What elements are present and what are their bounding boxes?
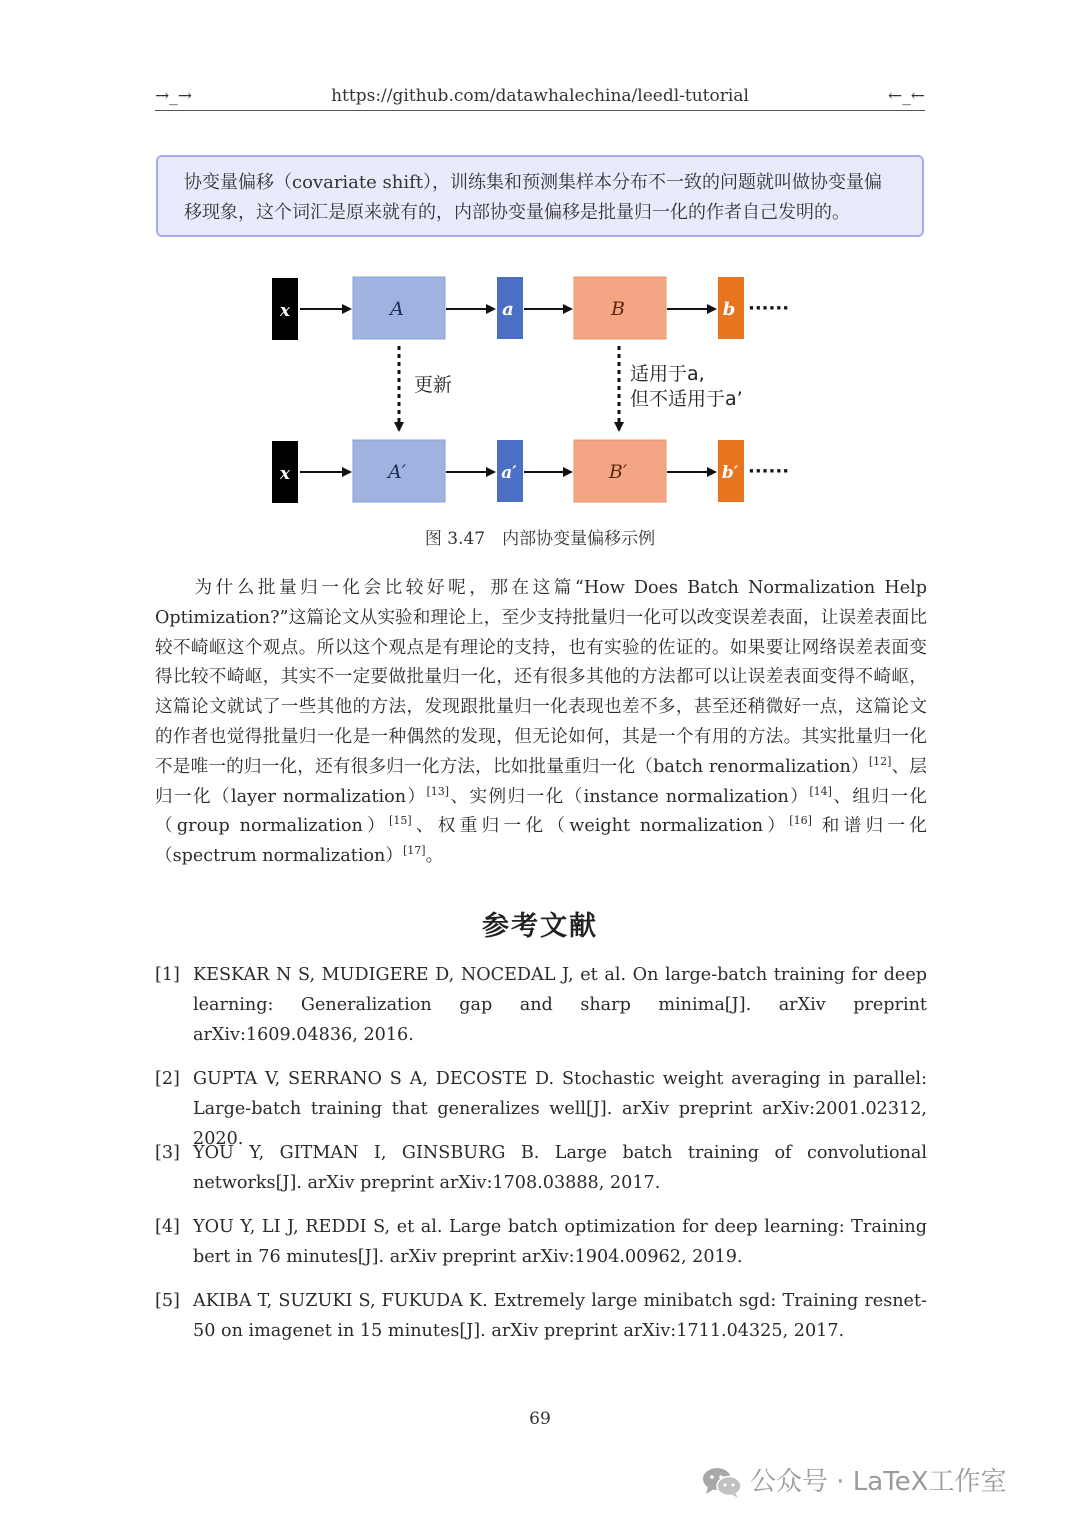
reference-text: YOU Y, LI J, REDDI S, et al. Large batch optimization for deep learning: Training bert in 76 minutes[J]. arXiv preprint arXiv:1904.00962, 2019. bbox=[193, 1217, 927, 1267]
A-label: A bbox=[390, 298, 404, 320]
citation-16[interactable]: [16] bbox=[789, 814, 812, 828]
reference-text: GUPTA V, SERRANO S A, DECOSTE D. Stochastic weight averaging in parallel: Large-batch training that generalizes well[J]. arXiv preprint arXiv:2001.02312, 2020. bbox=[193, 1069, 927, 1149]
reference-number: [2] bbox=[155, 1069, 180, 1089]
wechat-icon bbox=[702, 1465, 742, 1499]
para-text-4: 、组归一化（group normalization） bbox=[155, 786, 927, 837]
para-text-5: 、权重归一化（weight normalization） bbox=[411, 816, 790, 837]
dots-2: ······ bbox=[748, 461, 790, 482]
para-text-2: 、层归一化（layer normalization） bbox=[155, 756, 927, 807]
B-label: B bbox=[611, 298, 625, 320]
citation-14[interactable]: [14] bbox=[809, 784, 832, 798]
watermark-text: 公众号 · LaTeX工作室 bbox=[750, 1467, 1007, 1497]
figure-caption: 图 3.47 内部协变量偏移示例 bbox=[424, 529, 656, 549]
A-prime-label: A′ bbox=[387, 461, 407, 483]
citation-17[interactable]: [17] bbox=[402, 844, 426, 858]
reference-item bbox=[155, 1287, 927, 1347]
diagram-row-2 bbox=[272, 440, 789, 503]
para-text-7: 。 bbox=[425, 846, 444, 867]
header-right-mark: ←_← bbox=[888, 86, 925, 106]
header-left-mark: →_→ bbox=[155, 86, 192, 106]
body-paragraph bbox=[155, 574, 927, 872]
x-label-1: x bbox=[279, 301, 291, 321]
apply-label-1: 适用于a, bbox=[630, 363, 705, 385]
dots-1: ······ bbox=[748, 298, 790, 319]
citation-15[interactable]: [15] bbox=[389, 814, 412, 828]
references-title: 参考文献 bbox=[482, 911, 598, 942]
b-prime-label: b′ bbox=[721, 463, 739, 483]
b-label: b bbox=[722, 299, 736, 320]
note-box: 协变量偏移（covariate shift），训练集和预测集样本分布不一致的问题就叫做协变量偏移现象，这个词汇是原来就有的，内部协变量偏移是批量归一化的作者自己发明的。 bbox=[156, 155, 924, 237]
B-prime-label: B′ bbox=[608, 461, 628, 483]
reference-number: [3] bbox=[155, 1143, 180, 1163]
apply-label-2: 但不适用于a’ bbox=[630, 388, 743, 410]
page-number: 69 bbox=[529, 1409, 551, 1429]
a-label: a bbox=[502, 299, 514, 320]
para-text-3: 、实例归一化（instance normalization） bbox=[449, 786, 810, 807]
reference-text: YOU Y, GITMAN I, GINSBURG B. Large batch training of convolutional networks[J]. arXiv preprint arXiv:1708.03888, 2017. bbox=[193, 1143, 927, 1193]
reference-item bbox=[155, 1139, 927, 1199]
reference-number: [5] bbox=[155, 1291, 180, 1311]
diagram-row-1 bbox=[272, 277, 789, 340]
citation-13[interactable]: [13] bbox=[426, 784, 450, 798]
header-url[interactable]: https://github.com/datawhalechina/leedl-tutorial bbox=[331, 86, 749, 106]
reference-number: [1] bbox=[155, 965, 180, 985]
update-label: 更新 bbox=[414, 374, 453, 396]
citation-12[interactable]: [12] bbox=[868, 754, 892, 768]
reference-item bbox=[155, 961, 927, 1050]
reference-number: [4] bbox=[155, 1217, 180, 1237]
reference-item bbox=[155, 1213, 927, 1273]
covariate-shift-diagram bbox=[0, 0, 1080, 560]
x-label-2: x bbox=[279, 464, 291, 484]
reference-text: KESKAR N S, MUDIGERE D, NOCEDAL J, et al. On large-batch training for deep learning: Generalization gap and sharp minima[J]. arXiv preprint arXiv:1609.04836, 2016. bbox=[193, 965, 927, 1045]
para-text-6: 和谱归一化（spectrum normalization） bbox=[155, 816, 928, 867]
para-text-1: 为什么批量归一化会比较好呢，那在这篇“How Does Batch Normalization Help Optimization?”这篇论文从实验和理论上，至少支持批量归一化可以改变误差表面，让误差表面比较不崎岖这个观点。所以这个观点是有理论的支持，也有实验的佐证的。如果要让网络误差表面变得比较不崎岖，其实不一定要做批量归一化，还有很多其他的方法都可以让误差表面变得不崎岖，这篇论文就试了一些其他的方法，发现跟批量归一化表现也差不多，甚至还稍微好一点，这篇论文的作者也觉得批量归一化是一种偶然的发现，但无论如何，其是一个有用的方法。其实批量归一化不是唯一的归一化，还有很多归一化方法，比如批量重归一化（batch renormalization） bbox=[155, 578, 927, 777]
a-prime-label: a′ bbox=[501, 463, 517, 483]
reference-text: AKIBA T, SUZUKI S, FUKUDA K. Extremely large minibatch sgd: Training resnet-50 on imagenet in 15 minutes[J]. arXiv preprint arXiv:1711.04325, 2017. bbox=[193, 1291, 927, 1341]
